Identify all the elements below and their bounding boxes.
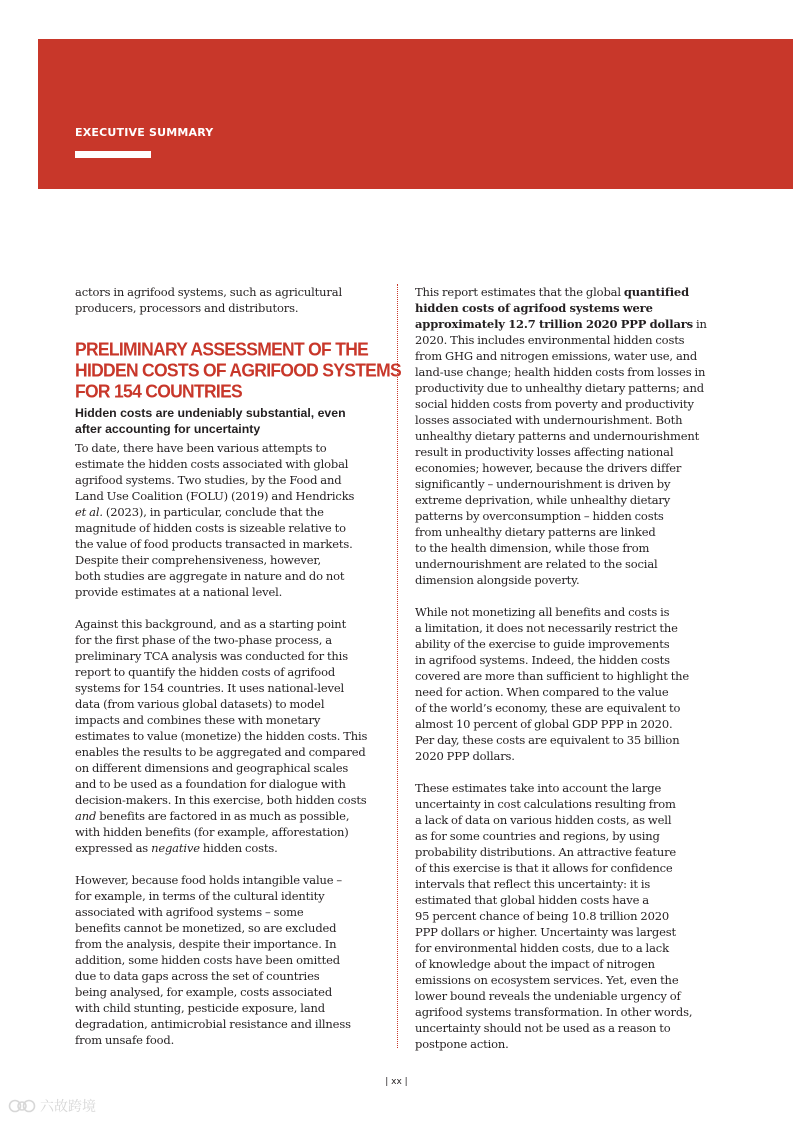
section-label-underline <box>75 151 151 158</box>
right-column <box>415 284 721 1052</box>
page-number: | xx | <box>385 1077 408 1087</box>
intro-paragraph: actors in agrifood systems, such as agricultural producers, processors and distributors. <box>75 285 342 315</box>
section-label: EXECUTIVE SUMMARY <box>75 126 214 139</box>
section-subheading: Hidden costs are undeniably substantial, even after accounting for uncertainty <box>75 406 346 436</box>
left-column <box>75 284 402 1048</box>
watermark-logo-icon <box>8 1097 36 1115</box>
paragraph: These estimates take into account the large uncertainty in cost calculations resulting from a lack of data on various hidden costs, as well as for some countries and regions, by using probability distributions. An attractive feature of this exercise is that it allows for confidence intervals that reflect this uncertainty: it is estimated that global hidden costs have a 95 percent chance of being 10.8 trillion 2020 PPP dollars or higher. Uncertainty was largest for environmental hidden costs, due to a lack of knowledge about the impact of nitrogen emissions on ecosystem services. Yet, even the lower bound reveals the undeniable urgency of agrifood systems transformation. In other words, uncertainty should not be used as a reason to postpone action. <box>415 781 693 1051</box>
section-heading: PRELIMINARY ASSESSMENT OF THE HIDDEN COSTS OF AGRIFOOD SYSTEMS FOR 154 COUNTRIES <box>75 338 402 402</box>
watermark-text: 六故跨境 <box>40 1099 96 1115</box>
paragraph: This report estimates that the global quantified hidden costs of agrifood systems were approximately 12.7 trillion 2020 PPP dollars in 2020. This includes environmental hidden costs from GHG and nitrogen emissions, water use, and land-use change; health hidden costs from losses in productivity due to unhealthy dietary patterns; and social hidden costs from poverty and productivity losses associated with undernourishment. Both unhealthy dietary patterns and undernourishment result in productivity losses affecting national economies; however, because the drivers differ significantly – undernourishment is driven by extreme deprivation, while unhealthy dietary patterns by overconsumption – hidden costs from unhealthy dietary patterns are linked to the health dimension, while those from undernourishment are related to the social dimension alongside poverty. <box>415 285 707 587</box>
paragraph: However, because food holds intangible value – for example, in terms of the cultural identity associated with agrifood systems – some benefits cannot be monetized, so are excluded from the analysis, despite their importance. In addition, some hidden costs have been omitted due to data gaps across the set of countries being analysed, for example, costs associated with child stunting, pesticide exposure, land degradation, antimicrobial resistance and illness from unsafe food. <box>75 873 351 1047</box>
watermark <box>8 1096 96 1116</box>
section-banner <box>38 39 793 189</box>
column-divider <box>397 284 398 1048</box>
paragraph: While not monetizing all benefits and costs is a limitation, it does not necessarily restrict the ability of the exercise to guide improvements in agrifood systems. Indeed, the hidden costs covered are more than sufficient to highlight the need for action. When compared to the value of the world’s economy, these are equivalent to almost 10 percent of global GDP PPP in 2020. Per day, these costs are equivalent to 35 billion 2020 PPP dollars. <box>415 605 690 763</box>
paragraph: To date, there have been various attempts to estimate the hidden costs associated with global agrifood systems. Two studies, by the Food and Land Use Coalition (FOLU) (2019) and Hendricks et al. (2023), in particular, conclude that the magnitude of hidden costs is sizeable relative to the value of food products transacted in markets. Despite their comprehensiveness, however, both studies are aggregate in nature and do not provide estimates at a national level. <box>75 441 355 599</box>
paragraph: Against this background, and as a starting point for the first phase of the two-phase process, a preliminary TCA analysis was conducted for this report to quantify the hidden costs of agrifood systems for 154 countries. It uses national-level data (from various global datasets) to model impacts and combines these with monetary estimates to value (monetize) the hidden costs. This enables the results to be aggregated and compared on different dimensions and geographical scales and to be used as a foundation for dialogue with decision-makers. In this exercise, both hidden costs and benefits are factored in as much as possible, with hidden benefits (for example, afforestation) expressed as negative hidden costs. <box>75 617 368 855</box>
